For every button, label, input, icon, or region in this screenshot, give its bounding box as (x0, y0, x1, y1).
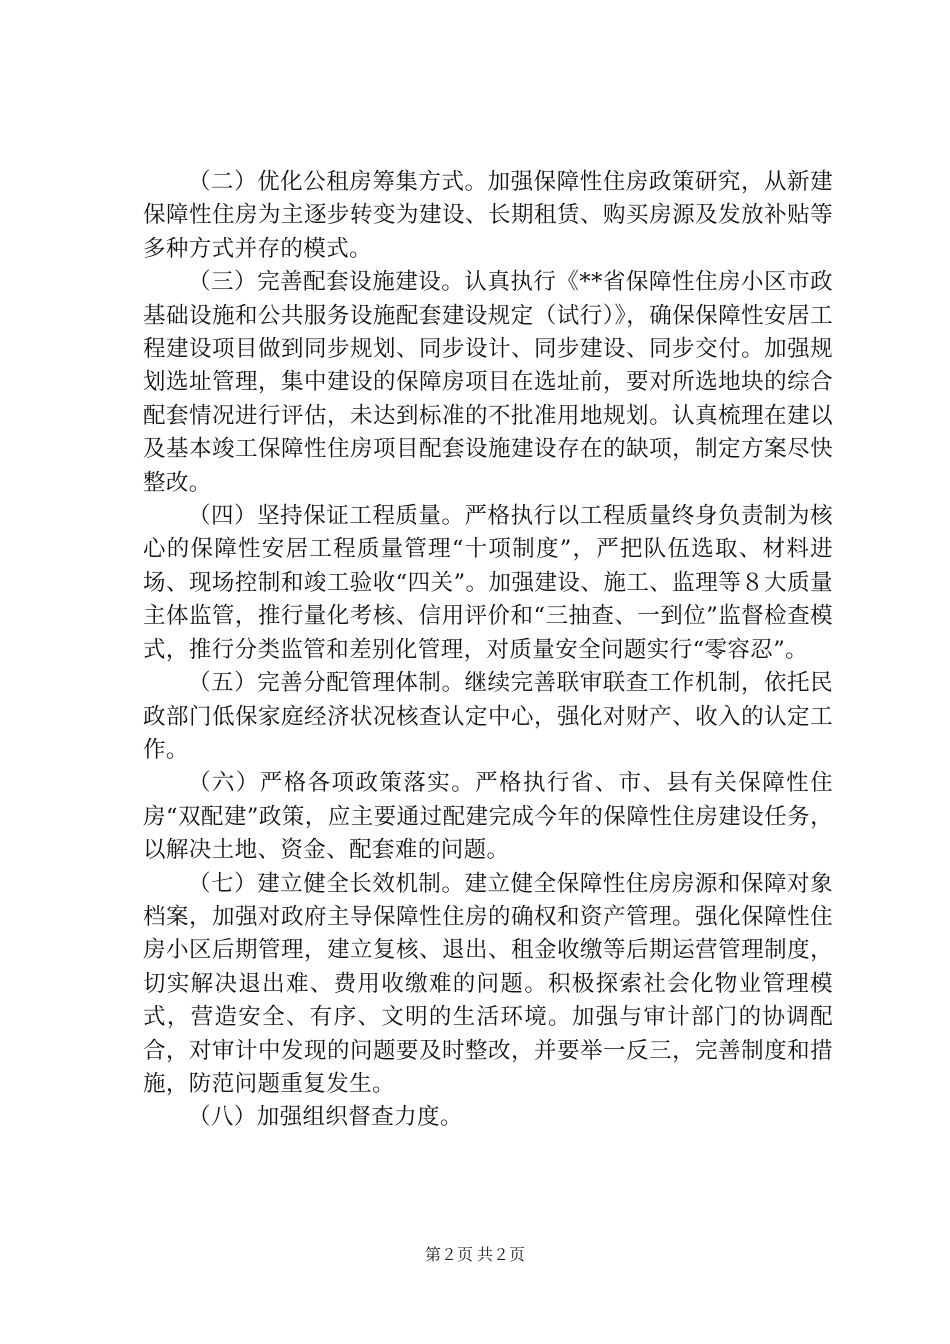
paragraph-6-policy-implementation: （六）严格各项政策落实。严格执行省、市、县有关保障性住房“双配建”政策，应主要通过配建完成今年的保障性住房建设任务，以解决土地、资金、配套难的问题。 (143, 770, 833, 864)
document-body (143, 166, 833, 1135)
paragraph-2-public-rental-housing: （二）优化公租房筹集方式。加强保障性住房政策研究，从新建保障性住房为主逐步转变为建设、长期租赁、购买房源及发放补贴等多种方式并存的模式。 (143, 169, 833, 262)
paragraph-3-supporting-facilities: （三）完善配套设施建设。认真执行《**省保障性住房小区市政基础设施和公共服务设施配套建设规定（试行）》，确保保障性安居工程建设项目做到同步规划、同步设计、同步建设、同步交付。加强规划选址管理，集中建设的保障房项目在选址前，要对所选地块的综合配套情况进行评估，未达到标准的不批准用地规划。认真梳理在建以及基本竣工保障性住房项目配套设施建设存在的缺项，制定方案尽快整改。 (143, 269, 833, 496)
paragraph-7-long-term-mechanism: （七）建立健全长效机制。建立健全保障性住房房源和保障对象档案，加强对政府主导保障性住房的确权和资产管理。强化保障性住房小区后期管理，建立复核、退出、租金收缴等后期运营管理制度，切实解决退出难、费用收缴难的问题。积极探索社会化物业管理模式，营造安全、有序、文明的生活环境。加强与审计部门的协调配合，对审计中发现的问题要及时整改，并要举一反三，完善制度和措施，防范问题重复发生。 (143, 870, 833, 1097)
paragraph-8-supervision: （八）加强组织督查力度。 (188, 1104, 463, 1131)
paragraph-4-project-quality: （四）坚持保证工程质量。严格执行以工程质量终身负责制为核心的保障性安居工程质量管理“十项制度”，严把队伍选取、材料进场、现场控制和竣工验收“四关”。加强建设、施工、监理等８大质量主体监管，推行量化考核、信用评价和“三抽查、一到位”监督检查模式，推行分类监管和差别化管理，对质量安全问题实行“零容忍”。 (143, 503, 833, 663)
page-number-footer: 第２页 共２页 (424, 1247, 525, 1264)
paragraph-5-allocation-management: （五）完善分配管理体制。继续完善联审联查工作机制，依托民政部门低保家庭经济状况核查认定中心，强化对财产、收入的认定工作。 (143, 670, 833, 763)
